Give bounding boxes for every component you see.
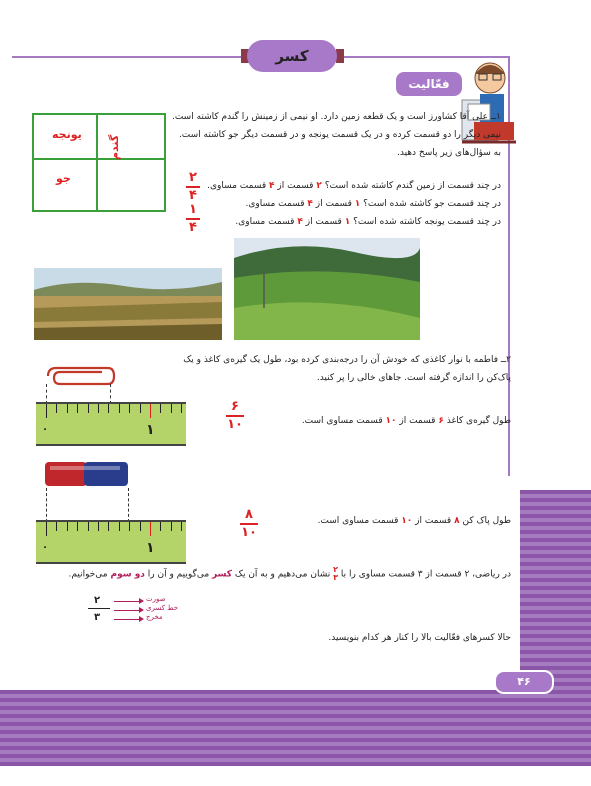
question-barley: در چند قسمت جو کاشته شده است؟ ۱ قسمت از ۴ قسمت مساوی. [245,199,501,209]
ruler-tick [181,522,182,531]
page-number: ۴۶ [494,670,554,694]
page-title: کسر [247,40,337,72]
decor-stripes-right [520,490,591,690]
ruler-tick [181,404,182,413]
grid-label-barley: جو [56,172,71,185]
activity-badge: فعّالیت [396,72,462,96]
clip-guide-end [110,384,112,404]
arrow-bar [114,610,140,611]
photo-green-hills [234,238,420,340]
ruler-tick [77,522,78,531]
photo-dry-field [34,268,222,340]
ruler-tick [171,522,172,531]
ruler-tick [160,404,161,413]
diagram-numerator: ۲ [94,595,101,606]
ruler-tick [67,522,68,531]
ruler-tick [88,404,89,413]
ruler-tick [98,404,99,413]
ruler-tick [56,404,57,413]
closing-instruction: حالا کسرهای فعّالیت بالا را کنار هر کدام بنویسید. [328,633,511,643]
ruler-tick [77,404,78,413]
arrow-numerator [114,601,140,602]
fraction-wheat: ۲ ۴ [186,171,200,203]
ruler-tick [67,404,68,413]
eraser-icon [44,460,130,488]
ruler-tick [129,522,130,531]
farm-intro-line-1: ۱ــ علی آقا کشاورز است و یک قطعه زمین دارد. او نیمی از زمینش را گندم کاشته است. [171,112,501,122]
eraser-guide-start [46,488,48,522]
ruler-eraser-one: ۱ [146,540,155,556]
ruler-tick [108,404,109,413]
ruler-tick [140,522,141,531]
ruler-tick [46,522,47,536]
ruler-tick [56,522,57,531]
question-wheat: در چند قسمت از زمین گندم کاشته شده است؟ ۲ قسمت از ۴ قسمت مساوی. [207,181,501,191]
fraction-barley: ۱ ۴ [186,203,200,235]
label-numerator: صورت [146,595,166,603]
fraction-clip: ۶ ۱۰ [227,399,243,432]
ruler-clip-one: ۱ [146,422,155,438]
ruler-tick [98,522,99,531]
decor-stripes-bottom [0,690,591,766]
ruler-tick [108,522,109,531]
ruler-tick [171,404,172,413]
question-alfalfa: در چند قسمت یونجه کاشته شده است؟ ۱ قسمت از ۴ قسمت مساوی. [235,217,501,227]
ruler-tick [129,404,130,413]
ruler-tick [88,522,89,531]
header-cap-right [336,49,344,63]
fraction-eraser: ۸ ۱۰ [241,507,257,540]
grid-label-wheat: گندم [108,134,121,160]
ruler-eraser [36,520,186,564]
fraction-definition: در ریاضی، ۲ قسمت از ۳ قسمت مساوی را با ۲ ۳ نشان می‌دهیم و به آن یک کسر می‌گوییم و آن را دو سوم می‌خوانیم. [68,565,511,582]
ruler-tick [46,404,47,418]
diagram-denominator: ۳ [94,612,101,623]
clip-guide-start [46,384,48,404]
label-fraction-bar: خط کسری [146,604,179,612]
farm-intro-line-2: نیمی دیگر را دو قسمت کرده و در یک قسمت یونجه و در قسمت دیگر جو کاشته است. [178,130,501,140]
label-denominator: مخرج [146,613,163,621]
ruler-tick [150,522,151,536]
diagram-fraction-bar [88,608,110,609]
arrow-denominator [114,619,140,620]
ruler-tick [160,522,161,531]
ruler-clip [36,402,186,446]
ruler-tick [119,404,120,413]
eraser-length-sentence: طول پاک کن ۸ قسمت از ۱۰ قسمت مساوی است. [317,516,511,526]
paper-clip-icon [44,364,116,388]
ruler-clip-zero: ۰ [42,424,49,435]
grid-label-alfalfa: یونجه [52,128,82,141]
measure-intro-line-2: پاک‌کن را اندازه گرفته است. جاهای خالی را پر کنید. [316,373,511,383]
ruler-tick [150,404,151,418]
eraser-guide-end [128,488,130,522]
field-grid-divider-h [32,158,166,160]
measure-intro-line-1: ۲ــ فاطمه با نوار کاغذی که خودش آن را درجه‌بندی کرده بود، طول یک گیره‌ی کاغذ و یک [183,355,511,365]
clip-length-sentence: طول گیره‌ی کاغذ ۶ قسمت از ۱۰ قسمت مساوی است. [301,416,511,426]
field-grid-divider-v [96,113,98,210]
farm-intro-line-3: به سؤال‌های زیر پاسخ دهید. [396,148,501,158]
ruler-tick [119,522,120,531]
ruler-tick [140,404,141,413]
ruler-eraser-zero: ۰ [42,542,49,553]
